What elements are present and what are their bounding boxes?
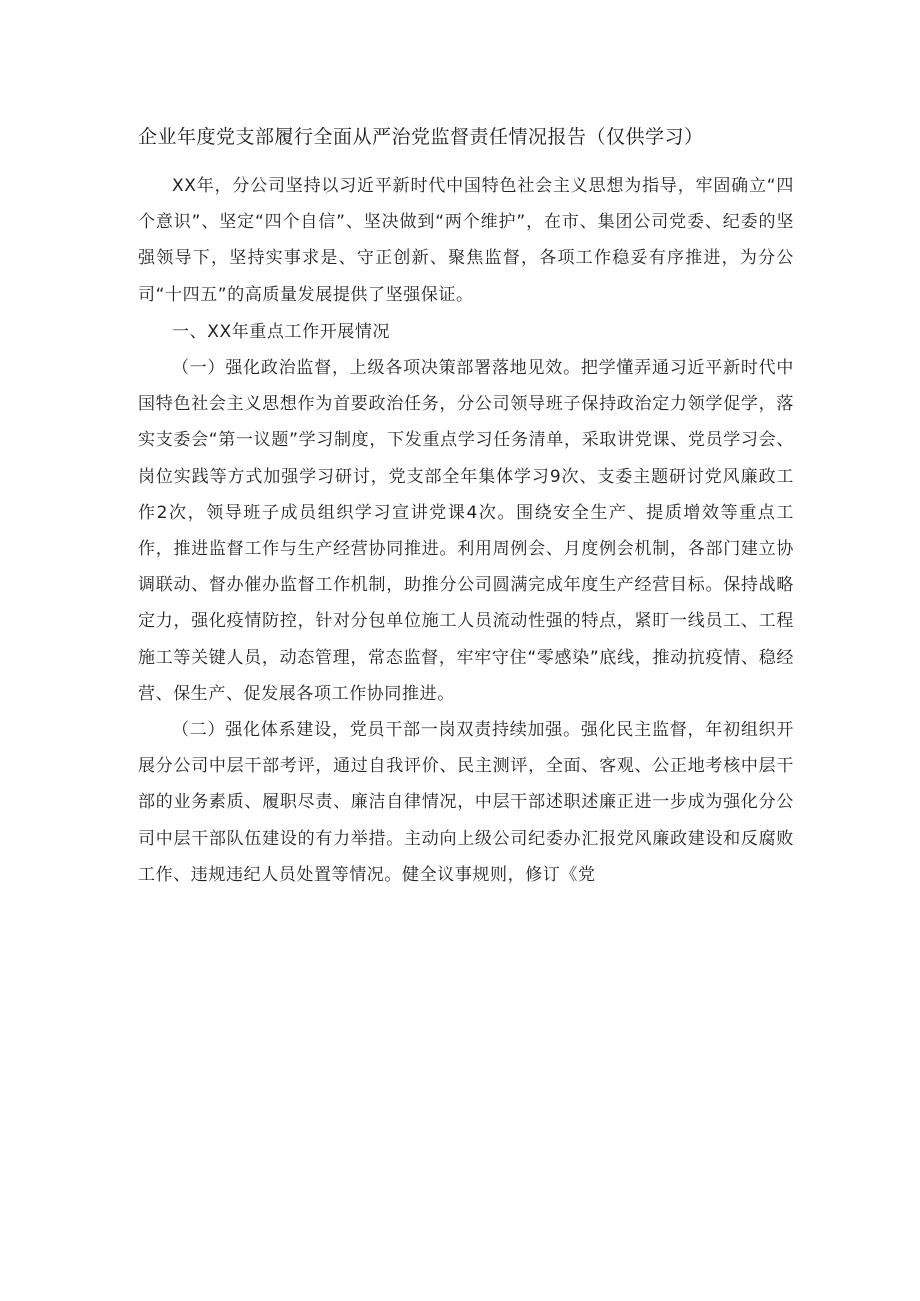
intro-paragraph: XX年，分公司坚持以习近平新时代中国特色社会主义思想为指导，牢固确立“四个意识”、坚定“四个自信”、坚决做到“两个维护”，在市、集团公司党委、纪委的坚强领导下，坚持实事求是、守正创新、聚焦监督，各项工作稳妥有序推进，为分公司“十四五”的高质量发展提供了坚强保证。	[138, 176, 794, 305]
document-body	[138, 168, 794, 893]
section-heading: 一、XX年重点工作开展情况	[172, 321, 391, 342]
document-title: 企业年度党支部履行全面从严治党监督责任情况报告（仅供学习）	[138, 126, 704, 148]
body-paragraph-system-building: （二）强化体系建设，党员干部一岗双责持续加强。强化民主监督，年初组织开展分公司中层干部考评，通过自我评价、民主测评，全面、客观、公正地考核中层干部的业务素质、履职尽责、廉洁自律情况，中层干部述职述廉正进一步成为强化分公司中层干部队伍建设的有力举措。主动向上级公司纪委办汇报党风廉政建设和反腐败工作、违规违纪人员处置等情况。健全议事规则，修订《党	[138, 720, 794, 885]
body-paragraph-political-supervision: （一）强化政治监督，上级各项决策部署落地见效。把学懂弄通习近平新时代中国特色社会主义思想作为首要政治任务，分公司领导班子保持政治定力领学促学，落实支委会“第一议题”学习制度，下发重点学习任务清单，采取讲党课、党员学习会、岗位实践等方式加强学习研讨，党支部全年集体学习9次、支委主题研讨党风廉政工作2次，领导班子成员组织学习宣讲党课4次。围绕安全生产、提质增效等重点工作，推进监督工作与生产经营协同推进。利用周例会、月度例会机制，各部门建立协调联动、督办催办监督工作机制，助推分公司圆满完成年度生产经营目标。保持战略定力，强化疫情防控，针对分包单位施工人员流动性强的特点，紧盯一线员工、工程施工等关键人员，动态管理，常态监督，牢牢守住“零感染”底线，推动抗疫情、稳经营、保生产、促发展各项工作协同推进。	[138, 358, 794, 704]
